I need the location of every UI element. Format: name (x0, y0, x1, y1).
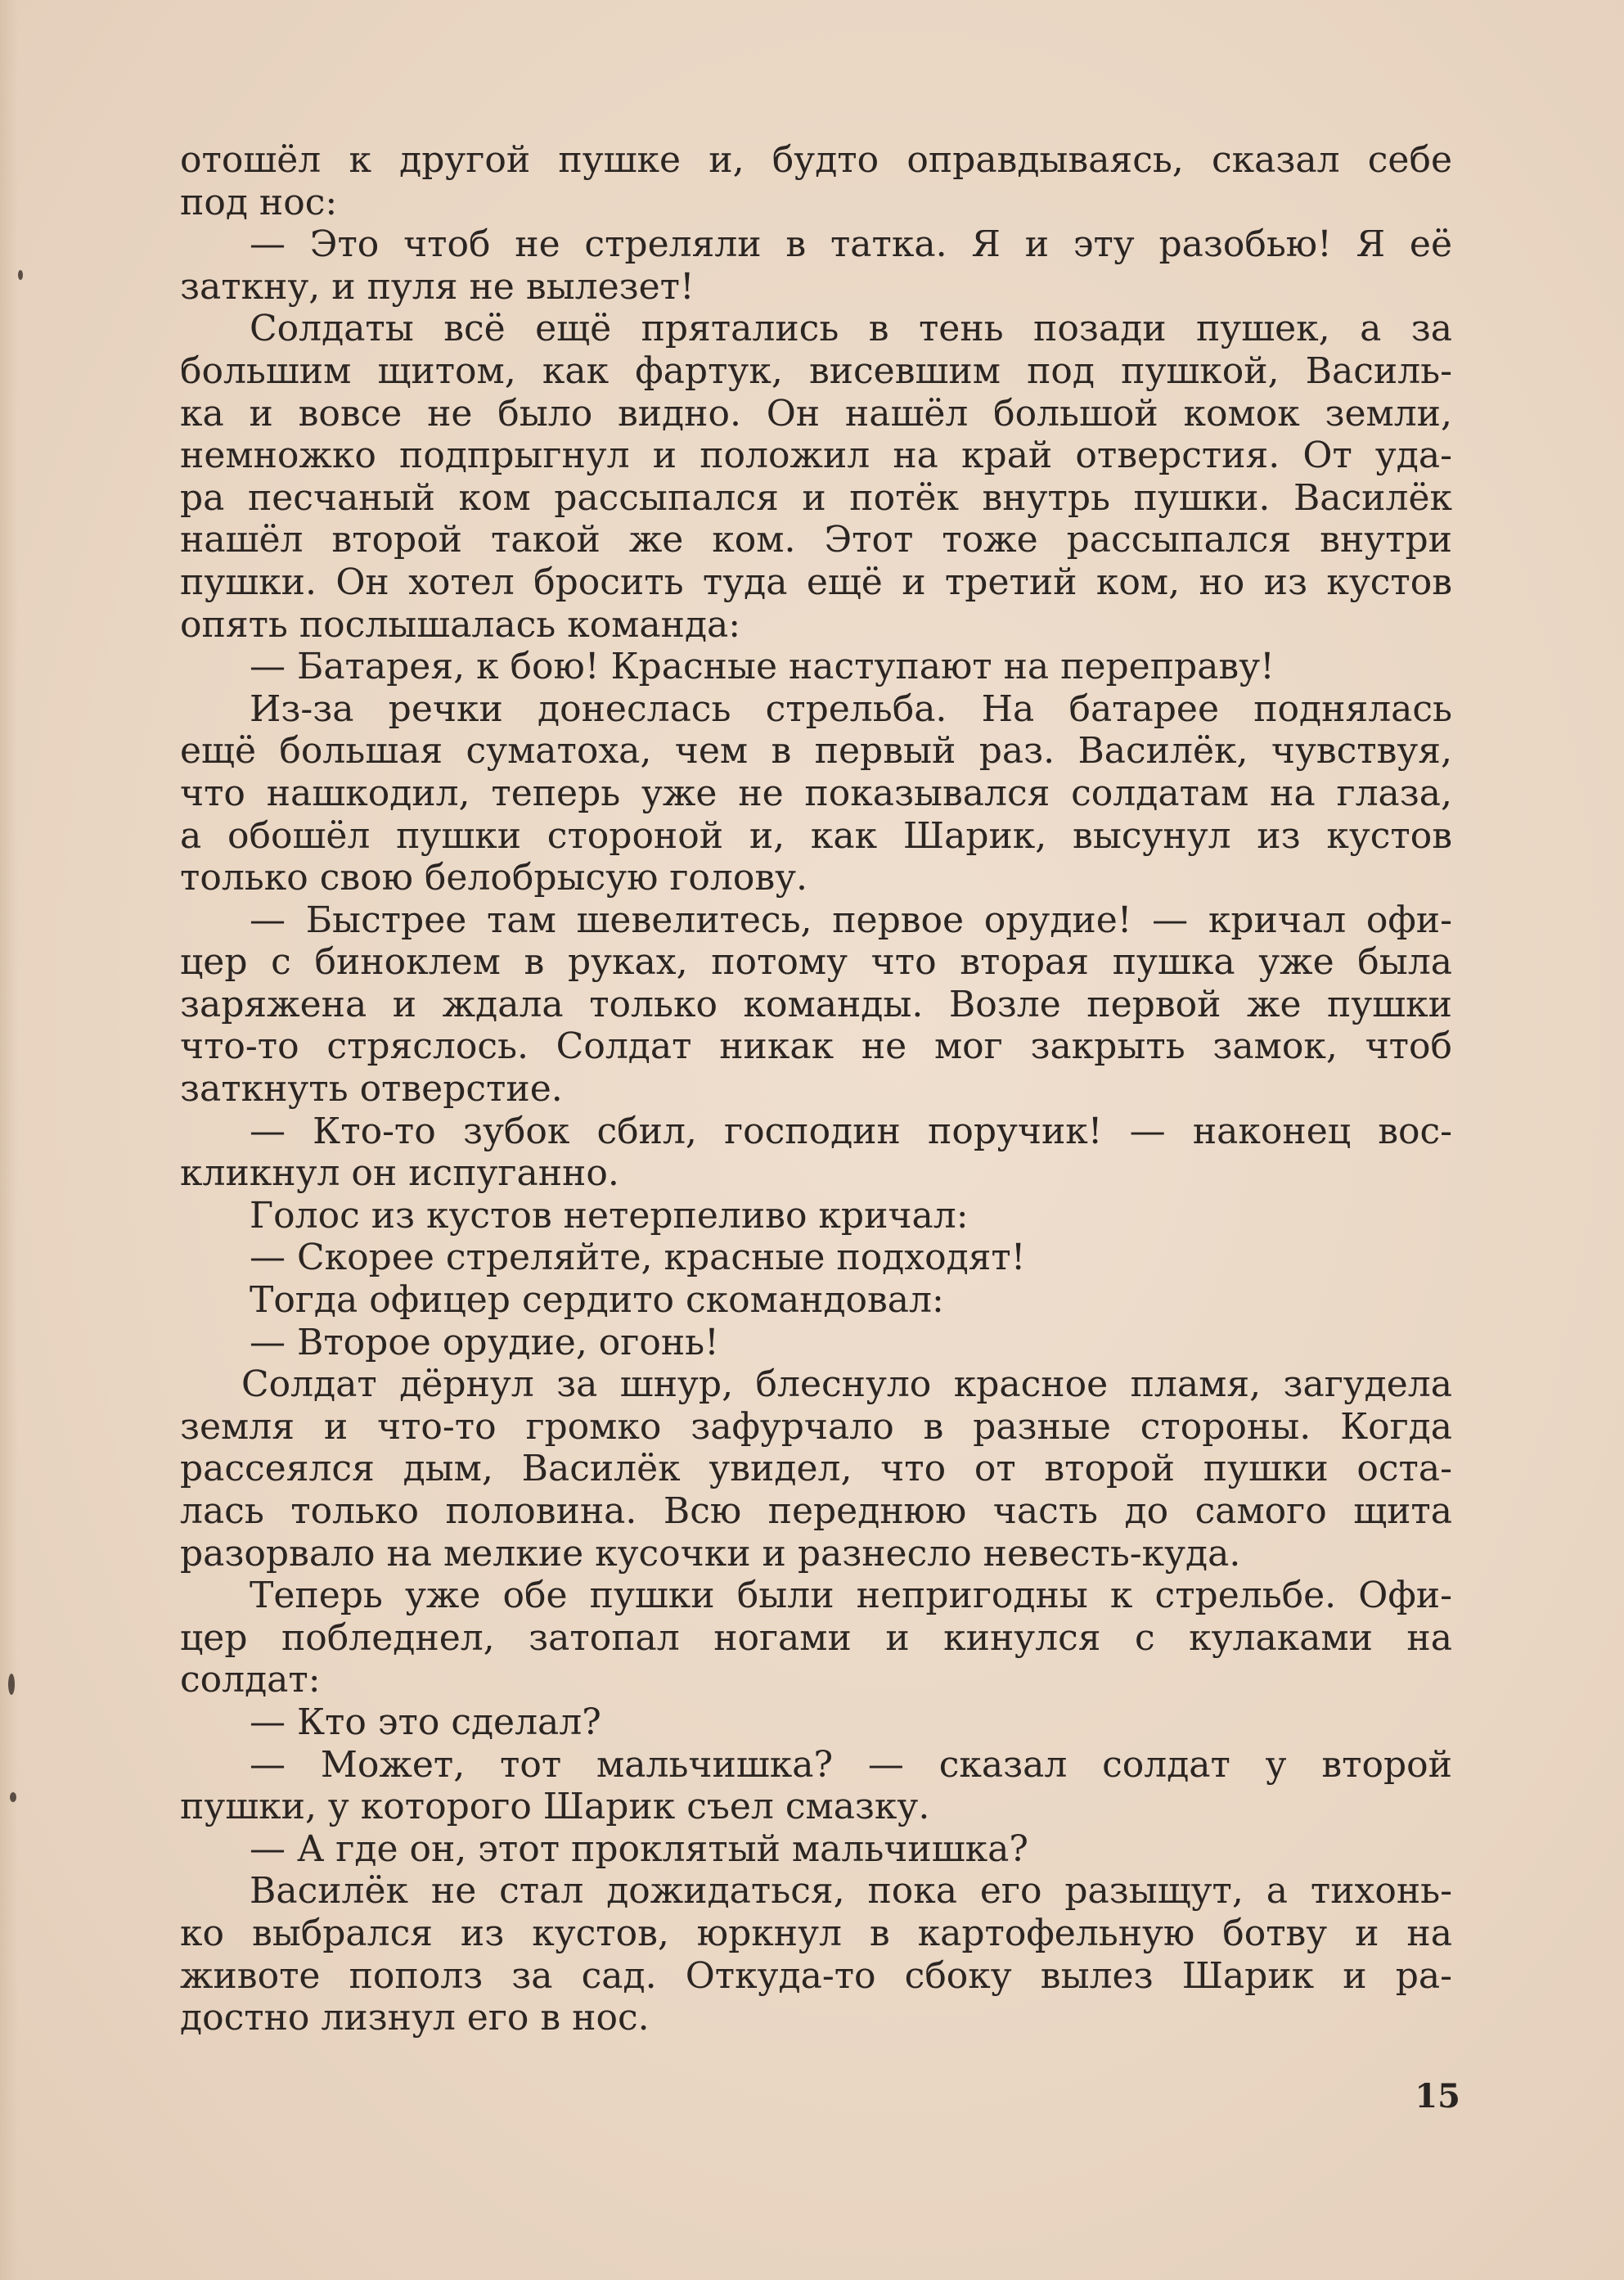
text-line: заткнуть отверстие. (180, 1068, 563, 1111)
text-line: ещё большая суматоха, чем в первый раз. Василёк, чувствуя, (180, 730, 1452, 773)
text-line: ко выбрался из кустов, юркнул в картофельную ботву и на (180, 1912, 1452, 1954)
text-line: — Батарея, к бою! Красные наступают на переправу! (250, 646, 1275, 688)
margin-speck (10, 1792, 16, 1802)
text-line: лась только половина. Всю переднюю часть до самого щита (180, 1490, 1452, 1532)
text-line: что нашкодил, теперь уже не показывался солдатам на глаза, (180, 772, 1452, 814)
text-line: Солдаты всё ещё прятались в тень позади пушек, а за (250, 308, 1452, 350)
text-line: нашёл второй такой же ком. Этот тоже рассыпался внутри (180, 519, 1452, 561)
text-line: — Скорее стреляйте, красные подходят! (250, 1237, 1026, 1279)
text-line: разорвало на мелкие кусочки и разнесло невесть-куда. (180, 1532, 1241, 1575)
text-line: цер с биноклем в руках, потому что вторая пушка уже была (180, 941, 1452, 984)
text-line: большим щитом, как фартук, висевшим под пушкой, Василь- (180, 349, 1452, 392)
body-text (180, 139, 1452, 2039)
text-line: отошёл к другой пушке и, будто оправдываясь, сказал себе (180, 139, 1452, 181)
text-line: достно лизнул его в нос. (180, 1997, 650, 2039)
margin-speck (8, 1674, 15, 1695)
text-line: Из-за речки донеслась стрельба. На батарее поднялась (250, 687, 1452, 730)
text-line: заткну, и пуля не вылезет! (180, 265, 695, 308)
margin-speck (18, 270, 23, 280)
text-line: пушки, у которого Шарик съел смазку. (180, 1786, 930, 1828)
text-line: — А где он, этот проклятый мальчишка? (250, 1827, 1028, 1870)
text-line: пушки. Он хотел бросить туда ещё и третий ком, но из кустов (180, 561, 1452, 603)
text-line: кликнул он испуганно. (180, 1152, 619, 1195)
text-line: цер побледнел, затопал ногами и кинулся с кулаками на (180, 1616, 1452, 1659)
text-line: солдат: (180, 1659, 321, 1701)
text-line: ка и вовсе не было видно. Он нашёл большой комок земли, (180, 392, 1452, 435)
text-line: только свою белобрысую голову. (180, 857, 808, 899)
text-line: немножко подпрыгнул и положил на край отверстия. От уда- (180, 435, 1452, 477)
text-line: опять послышалась команда: (180, 603, 741, 646)
text-line: земля и что-то громко зафурчало в разные стороны. Когда (180, 1405, 1452, 1448)
text-line: Голос из кустов нетерпеливо кричал: (250, 1194, 969, 1237)
text-line: рассеялся дым, Василёк увидел, что от второй пушки оста- (180, 1448, 1452, 1490)
page-fold-shadow (0, 0, 18, 2280)
text-line: а обошёл пушки стороной и, как Шарик, высунул из кустов (180, 814, 1452, 857)
text-line: — Второе орудие, огонь! (250, 1321, 719, 1363)
text-line: ра песчаный ком рассыпался и потёк внутрь пушки. Василёк (180, 476, 1452, 519)
text-line: — Кто-то зубок сбил, господин поручик! — наконец вос- (250, 1110, 1452, 1152)
text-line: Солдат дёрнул за шнур, блеснуло красное пламя, загудела (241, 1363, 1452, 1406)
text-line: Василёк не стал дожидаться, пока его разыщут, а тихонь- (250, 1870, 1452, 1913)
text-line: под нос: (180, 181, 338, 223)
text-line: — Может, тот мальчишка? — сказал солдат у второй (250, 1743, 1452, 1786)
text-line: Тогда офицер сердито скомандовал: (250, 1279, 944, 1322)
text-line: — Быстрее там шевелитесь, первое орудие! — кричал офи- (250, 899, 1452, 941)
page-number: 15 (1415, 2077, 1460, 2116)
text-line: заряжена и ждала только команды. Возле первой же пушки (180, 983, 1452, 1025)
text-line: — Кто это сделал? (250, 1701, 601, 1743)
text-line: что-то стряслось. Солдат никак не мог закрыть замок, чтоб (180, 1025, 1452, 1068)
text-line: Теперь уже обе пушки были непригодны к стрельбе. Офи- (250, 1575, 1452, 1617)
text-line: животе пополз за сад. Откуда-то сбоку вылез Шарик и ра- (180, 1954, 1452, 1997)
text-line: — Это чтоб не стреляли в татка. Я и эту разобью! Я её (250, 223, 1452, 266)
